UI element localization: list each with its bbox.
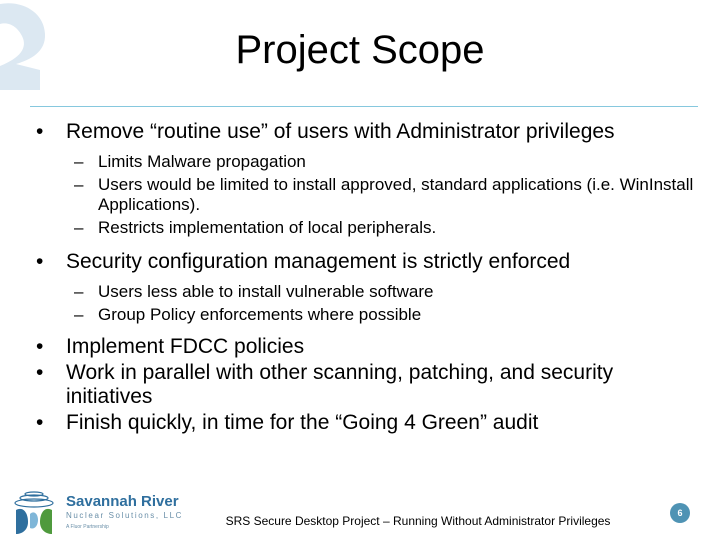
bullet-icon: • [36,361,44,384]
sub-bullet-item [36,175,696,215]
sub-bullet-text: Users less able to install vulnerable software [98,282,434,301]
logo-subtag: A Fluor Partnership [66,524,109,530]
bullet-icon: • [36,250,44,273]
logo-emblem-icon [15,492,53,534]
savannah-river-logo [10,484,190,536]
logo-tagline: Nuclear Solutions, LLC [66,511,184,520]
bullet-icon: • [36,411,44,434]
sub-bullet-text: Limits Malware propagation [98,152,306,171]
bullet-item [36,250,696,274]
bullet-text: Finish quickly, in time for the “Going 4 Green” audit [66,411,539,434]
bullet-item [36,361,696,409]
page-number-badge: 6 [670,503,690,523]
slide-title: Project Scope [235,28,485,72]
footer-text: SRS Secure Desktop Project – Running Without Administrator Privileges [225,514,611,528]
sub-bullet-text: Restricts implementation of local peripherals. [98,218,437,237]
sub-bullet-item [36,152,696,172]
sub-bullet-text: Users would be limited to install approved, standard applications (i.e. WinInstall Applications). [98,175,694,214]
sub-bullet-item [36,305,696,325]
dash-icon: – [74,305,84,324]
sub-bullet-item [36,282,696,302]
bullet-item [36,411,696,435]
bullet-text: Implement FDCC policies [66,335,305,358]
sub-bullet-text: Group Policy enforcements where possible [98,305,422,324]
dash-icon: – [74,175,84,194]
logo-name: Savannah River [66,493,179,510]
bullet-text: Security configuration management is strictly enforced [66,250,571,273]
title-divider [30,106,698,107]
slide-body [36,120,696,435]
bullet-item [36,120,696,144]
sub-bullet-item [36,218,696,238]
bullet-icon: • [36,335,44,358]
bullet-text: Work in parallel with other scanning, patching, and security initiatives [66,361,614,408]
dash-icon: – [74,282,84,301]
dash-icon: – [74,218,84,237]
bullet-icon: • [36,120,44,143]
dash-icon: – [74,152,84,171]
bullet-text: Remove “routine use” of users with Administrator privileges [66,120,615,143]
bullet-item [36,335,696,359]
